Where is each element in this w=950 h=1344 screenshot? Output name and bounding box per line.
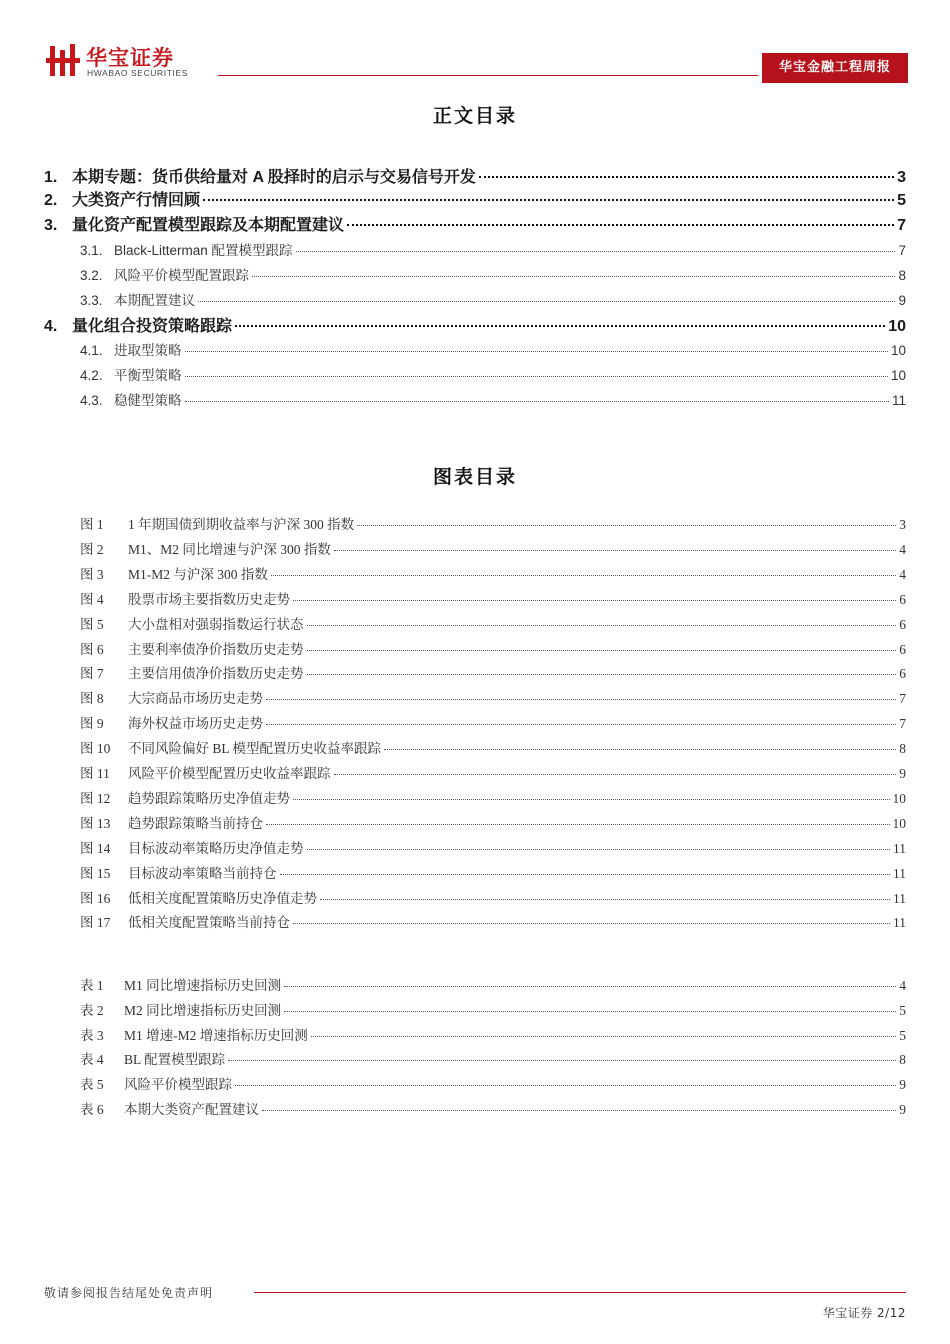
toc-label: 量化资产配置模型跟踪及本期配置建议 [72,217,345,234]
toc-page: 7 [899,716,906,732]
toc-label: 海外权益市场历史走势 [128,716,263,732]
dot-leader [296,251,896,252]
figure-entry[interactable] [80,787,906,809]
toc-label: 趋势跟踪策略当前持仓 [128,815,263,831]
toc-num: 图 3 [80,566,104,582]
toc-num: 表 6 [80,1102,104,1117]
toc-page: 10 [892,790,906,806]
toc-page: 11 [893,865,906,881]
figure-entry[interactable] [80,687,906,709]
toc-num: 图 7 [80,666,104,682]
figure-entry[interactable] [80,613,906,635]
toc-label: 主要利率债净价指数历史走势 [128,641,304,657]
figure-entry[interactable] [80,837,906,859]
toc-num: 3. [44,217,58,234]
figure-entry[interactable] [80,638,906,660]
toc-label: 大小盘相对强弱指数运行状态 [128,616,304,632]
toc-page: 9 [899,1102,906,1117]
dot-leader [293,600,896,601]
dot-leader [185,376,888,377]
toc-label: 趋势跟踪策略历史净值走势 [128,790,290,806]
toc-num: 图 16 [80,890,111,906]
dot-leader [347,224,894,226]
toc-num: 3.1. [80,243,103,258]
toc-num: 表 2 [80,1002,104,1018]
toc-label: 本期专题：货币供给量对 A 股择时的启示与交易信号开发 [72,169,476,186]
toc-label: 风险平价模型跟踪 [124,1077,232,1093]
toc-num: 3.2. [80,268,103,283]
toc-subentry[interactable] [80,339,906,361]
table-entry[interactable] [80,1098,906,1120]
toc-label: 平衡型策略 [114,368,182,383]
toc-page: 10 [892,815,906,831]
figures-list-title: 图表目录 [432,466,517,488]
toc-title: 正文目录 [432,105,517,127]
dot-leader [307,849,891,850]
toc-num: 图 13 [80,815,111,831]
table-entry[interactable] [80,1073,906,1095]
page-number: 华宝证券 2/12 [822,1306,906,1320]
toc-label: 本期配置建议 [114,293,195,308]
toc-page: 7 [898,243,906,258]
toc-page: 4 [899,566,906,582]
dot-leader [280,874,891,875]
toc-page: 6 [899,666,906,682]
toc-subentry[interactable] [80,239,906,261]
toc-num: 2. [44,192,58,209]
toc-num: 表 3 [80,1027,104,1043]
toc-subentry[interactable] [80,389,906,411]
toc-num: 4. [44,318,58,335]
figure-entry[interactable] [80,762,906,784]
header-divider [218,75,758,76]
table-entry[interactable] [80,999,906,1021]
toc-subentry[interactable] [80,264,906,286]
figure-entry[interactable] [80,588,906,610]
disclaimer-note: 敬请参阅报告结尾处免责声明 [44,1286,214,1300]
dot-leader [357,525,896,526]
toc-num: 图 15 [80,865,111,881]
toc-label: 风险平价模型配置跟踪 [114,268,249,283]
footer-divider [254,1292,906,1293]
figure-entry[interactable] [80,563,906,585]
toc-label: 进取型策略 [114,343,182,358]
toc-page: 9 [898,293,906,308]
figure-entry[interactable] [80,737,906,759]
toc-entry[interactable] [44,164,906,188]
dot-leader [284,986,896,987]
toc-label: 稳健型策略 [114,393,182,408]
dot-leader [307,674,897,675]
dot-leader [235,1085,896,1086]
toc-page: 10 [890,368,906,383]
toc-label: 量化组合投资策略跟踪 [72,318,233,335]
toc-label: 不同风险偏好 BL 模型配置历史收益率跟踪 [128,741,381,757]
figure-entry[interactable] [80,538,906,560]
toc-num: 图 5 [80,616,104,632]
figure-entry[interactable] [80,662,906,684]
toc-entry[interactable] [44,212,906,236]
dot-leader [266,699,896,700]
dot-leader [293,923,890,924]
toc-page: 11 [893,890,906,906]
dot-leader [198,301,895,302]
toc-page: 7 [899,691,906,707]
dot-leader [271,575,896,576]
toc-page: 11 [891,393,906,408]
toc-page: 7 [897,217,906,234]
dot-leader [307,625,897,626]
toc-label: 大类资产行情回顾 [72,192,201,209]
toc-page: 6 [899,591,906,607]
company-logo [44,42,224,82]
figure-entry[interactable] [80,911,906,933]
toc-num: 图 4 [80,591,104,607]
toc-page: 5 [899,1002,906,1018]
toc-label: Black-Litterman 配置模型跟踪 [114,243,293,258]
dot-leader [334,550,896,551]
toc-label: 大宗商品市场历史走势 [128,691,263,707]
dot-leader [307,650,897,651]
dot-leader [284,1011,896,1012]
toc-subentry[interactable] [80,289,906,311]
dot-leader [228,1060,896,1061]
dot-leader [311,1036,896,1037]
toc-page: 8 [899,741,906,757]
toc-num: 4.1. [80,343,103,358]
toc-label: M1 增速-M2 增速指标历史回测 [124,1027,308,1043]
toc-label: 目标波动率策略当前持仓 [128,865,277,881]
toc-label: 本期大类资产配置建议 [124,1102,259,1117]
toc-num: 表 5 [80,1077,104,1093]
toc-num: 图 8 [80,691,104,707]
toc-page: 3 [899,517,906,532]
toc-num: 图 11 [80,766,110,781]
toc-label: M1-M2 与沪深 300 指数 [128,566,268,582]
dot-leader [479,176,894,178]
toc-label: BL 配置模型跟踪 [124,1052,226,1068]
figure-entry[interactable] [80,862,906,884]
toc-page: 8 [898,268,906,283]
toc-page: 10 [890,343,906,358]
dot-leader [203,199,894,201]
figure-entry[interactable] [80,887,906,909]
toc-label: 主要信用债净价指数历史走势 [128,666,304,682]
dot-leader [235,325,885,327]
toc-label: M2 同比增速指标历史回测 [124,1002,282,1018]
toc-page: 11 [893,915,906,931]
toc-num: 图 12 [80,790,111,806]
dot-leader [293,799,890,800]
dot-leader [185,401,889,402]
toc-num: 4.3. [80,393,103,408]
toc-label: 股票市场主要指数历史走势 [128,591,290,607]
toc-page: 4 [899,541,906,557]
table-entry[interactable] [80,1024,906,1046]
toc-label: 目标波动率策略历史净值走势 [128,840,304,856]
toc-num: 4.2. [80,368,103,383]
toc-page: 5 [899,1027,906,1043]
toc-page: 10 [888,318,906,335]
toc-num: 1. [44,169,58,186]
toc-num: 图 1 [80,517,104,532]
toc-label: M1、M2 同比增速与沪深 300 指数 [128,541,331,557]
toc-num: 图 14 [80,840,111,856]
toc-num: 3.3. [80,293,103,308]
toc-num: 表 1 [80,978,104,993]
toc-entry[interactable] [44,187,906,211]
toc-label: 1 年期国债到期收益率与沪深 300 指数 [128,517,355,532]
figure-entry[interactable] [80,812,906,834]
dot-leader [334,774,897,775]
toc-page: 9 [899,766,906,781]
toc-num: 表 4 [80,1052,104,1068]
toc-page: 9 [899,1077,906,1093]
report-type-badge: 华宝金融工程周报 [762,53,908,83]
dot-leader [266,824,890,825]
toc-num: 图 9 [80,716,104,732]
toc-entry[interactable] [44,313,906,337]
logo-english-name: HWABAO SECURITIES [87,68,189,78]
logo-chinese-name: 华宝证券 [86,46,174,70]
figure-entry[interactable] [80,712,906,734]
dot-leader [262,1110,896,1111]
dot-leader [252,276,895,277]
toc-page: 3 [897,169,906,186]
dot-leader [320,899,890,900]
toc-num: 图 10 [80,741,111,757]
toc-page: 4 [899,978,906,993]
dot-leader [185,351,888,352]
table-entry[interactable] [80,974,906,996]
toc-num: 图 6 [80,641,104,657]
toc-label: 低相关度配置策略历史净值走势 [128,890,317,906]
dot-leader [384,749,896,750]
dot-leader [266,724,896,725]
toc-page: 6 [899,641,906,657]
toc-num: 图 2 [80,541,104,557]
figure-entry[interactable] [80,513,906,535]
toc-label: 低相关度配置策略当前持仓 [128,915,290,931]
toc-page: 5 [897,192,906,209]
toc-page: 8 [899,1052,906,1068]
toc-page: 6 [899,616,906,632]
toc-num: 图 17 [80,915,111,931]
toc-label: M1 同比增速指标历史回测 [124,978,282,993]
toc-subentry[interactable] [80,364,906,386]
toc-label: 风险平价模型配置历史收益率跟踪 [128,766,331,781]
hwabao-logo-icon [44,42,82,80]
toc-page: 11 [893,840,906,856]
table-entry[interactable] [80,1048,906,1070]
page-header [0,0,950,90]
